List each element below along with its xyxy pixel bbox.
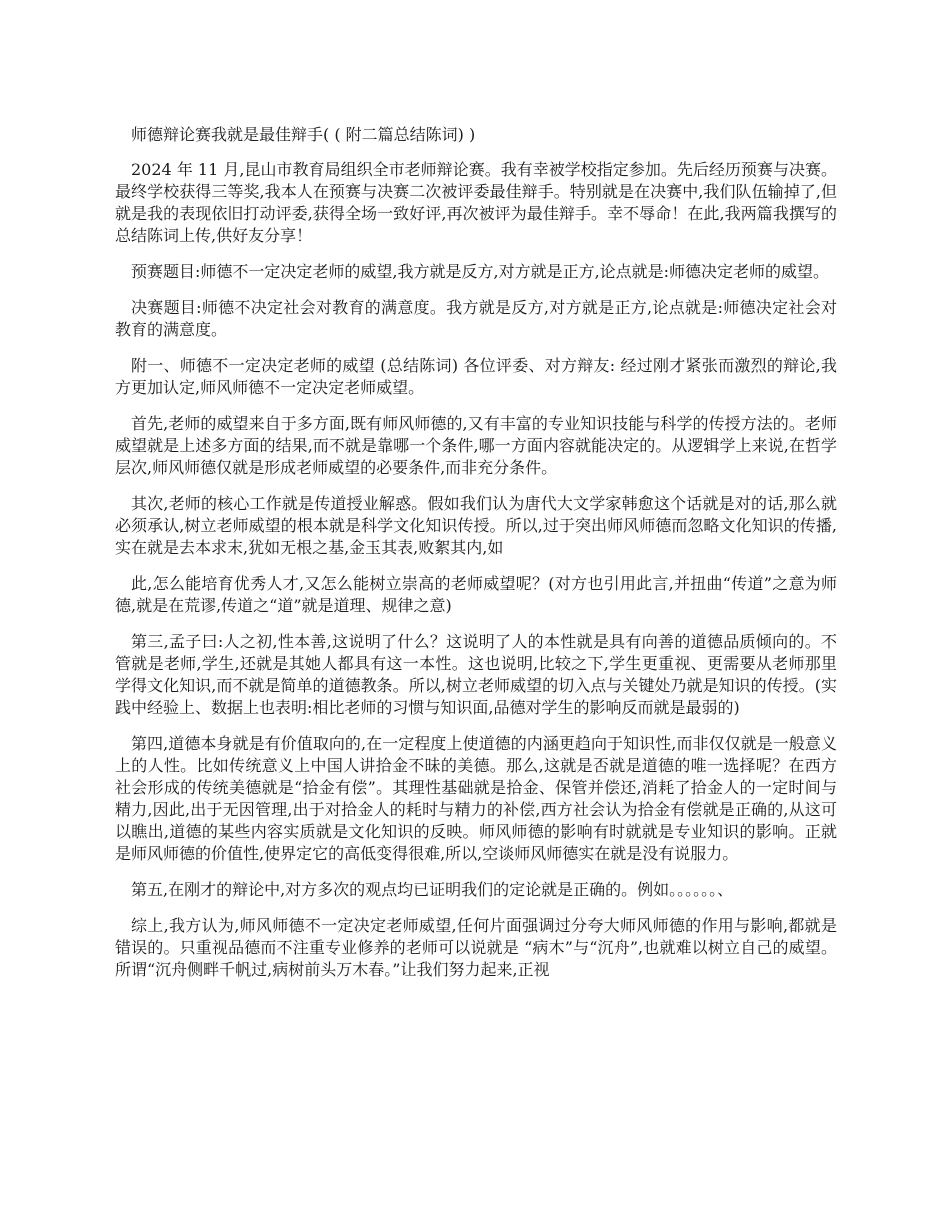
paragraph-second-point-cont: 此,怎么能培育优秀人才,又怎么能树立崇高的老师威望呢？(对方也引用此言,并扭曲“传道”之意为师德,就是在荒谬,传道之“道”就是道理、规律之意): [115, 574, 837, 615]
paragraph-fifth-point: 第五,在刚才的辩论中,对方多次的观点均已证明我们的定论就是正确的。例如。。。。。。、: [131, 880, 734, 899]
paragraph-final-topic: 决赛题目:师德不决定社会对教育的满意度。我方就是反方,对方就是正方,论点就是:师德决定社会对教育的满意度。: [115, 298, 837, 339]
paragraph-preliminary-topic: 预赛题目:师德不一定决定老师的威望,我方就是反方,对方就是正方,论点就是:师德决定老师的威望。: [131, 262, 830, 281]
paragraph-fourth-point: 第四,道德本身就是有价值取向的,在一定程度上使道德的内涵更趋向于知识性,而非仅仅就是一般意义上的人性。比如传统意义上中国人讲拾金不昧的美德。那么,这就是否就是道德的唯一选择呢？在西方社会形成的传统美德就是“拾金有偿”。其理性基础就是拾金、保管并偿还,消耗了拾金人的一定时间与精力,因此,出于无因管理,出于对拾金人的耗时与精力的补偿,西方社会认为拾金有偿就是正确的,从这可以瞧出,道德的某些内容实质就是文化知识的反映。师风师德的影响有时就就是专业知识的影响。正就是师风师德的价值性,使界定它的高低变得很难,所以,空谈师风师德实在就是没有说服力。: [115, 734, 837, 863]
paragraph-intro: 2024 年 11 月,昆山市教育局组织全市老师辩论赛。我有幸被学校指定参加。先后经历预赛与决赛。最终学校获得三等奖,我本人在预赛与决赛二次被评委最佳辩手。特别就是在决赛中,我们队伍输掉了,但就是我的表现依旧打动评委,获得全场一致好评,再次被评为最佳辩手。幸不辱命！在此,我两篇我撰写的总结陈词上传,供好友分享！: [115, 160, 837, 245]
paragraph-conclusion: 综上,我方认为,师风师德不一定决定老师威望,任何片面强调过分夸大师风师德的作用与影响,都就是错误的。只重视品德而不注重专业修养的老师可以说就是 “病木”与“沉舟”,也就难以树立自己的威望。所谓“沉舟侧畔千帆过,病树前头万木春。”让我们努力起来,正视: [115, 916, 837, 979]
document-title: 师德辩论赛我就是最佳辩手( ( 附二篇总结陈词) ): [131, 125, 476, 144]
paragraph-third-point: 第三,孟子曰:人之初,性本善,这说明了什么？这说明了人的本性就是具有向善的道德品质倾向的。不管就是老师,学生,还就是其她人都具有这一本性。这也说明,比较之下,学生更重视、更需要从老师那里学得文化知识,而不就是简单的道德教条。所以,树立老师威望的切入点与关键处乃就是知识的传授。(实践中经验上、数据上也表明:相比老师的习惯与知识面,品德对学生的影响反而就是最弱的): [115, 632, 837, 717]
document-body: [115, 124, 837, 995]
paragraph-first-point: 首先,老师的威望来自于多方面,既有师风师德的,又有丰富的专业知识技能与科学的传授方法的。老师威望就是上述多方面的结果,而不就是靠哪一个条件,哪一方面内容就能决定的。从逻辑学上来说,在哲学层次,师风师德仅就是形成老师威望的必要条件,而非充分条件。: [115, 414, 837, 477]
paragraph-appendix-one: 附一、师德不一定决定老师的威望 (总结陈词) 各位评委、对方辩友: 经过刚才紧张而激烈的辩论,我方更加认定,师风师德不一定决定老师威望。: [115, 356, 837, 397]
paragraph-second-point: 其次,老师的核心工作就是传道授业解惑。假如我们认为唐代大文学家韩愈这个话就是对的话,那么就必须承认,树立老师威望的根本就是科学文化知识传授。所以,过于突出师风师德而忽略文化知识的传播,实在就是去本求末,犹如无根之基,金玉其表,败絮其内,如: [115, 494, 837, 557]
